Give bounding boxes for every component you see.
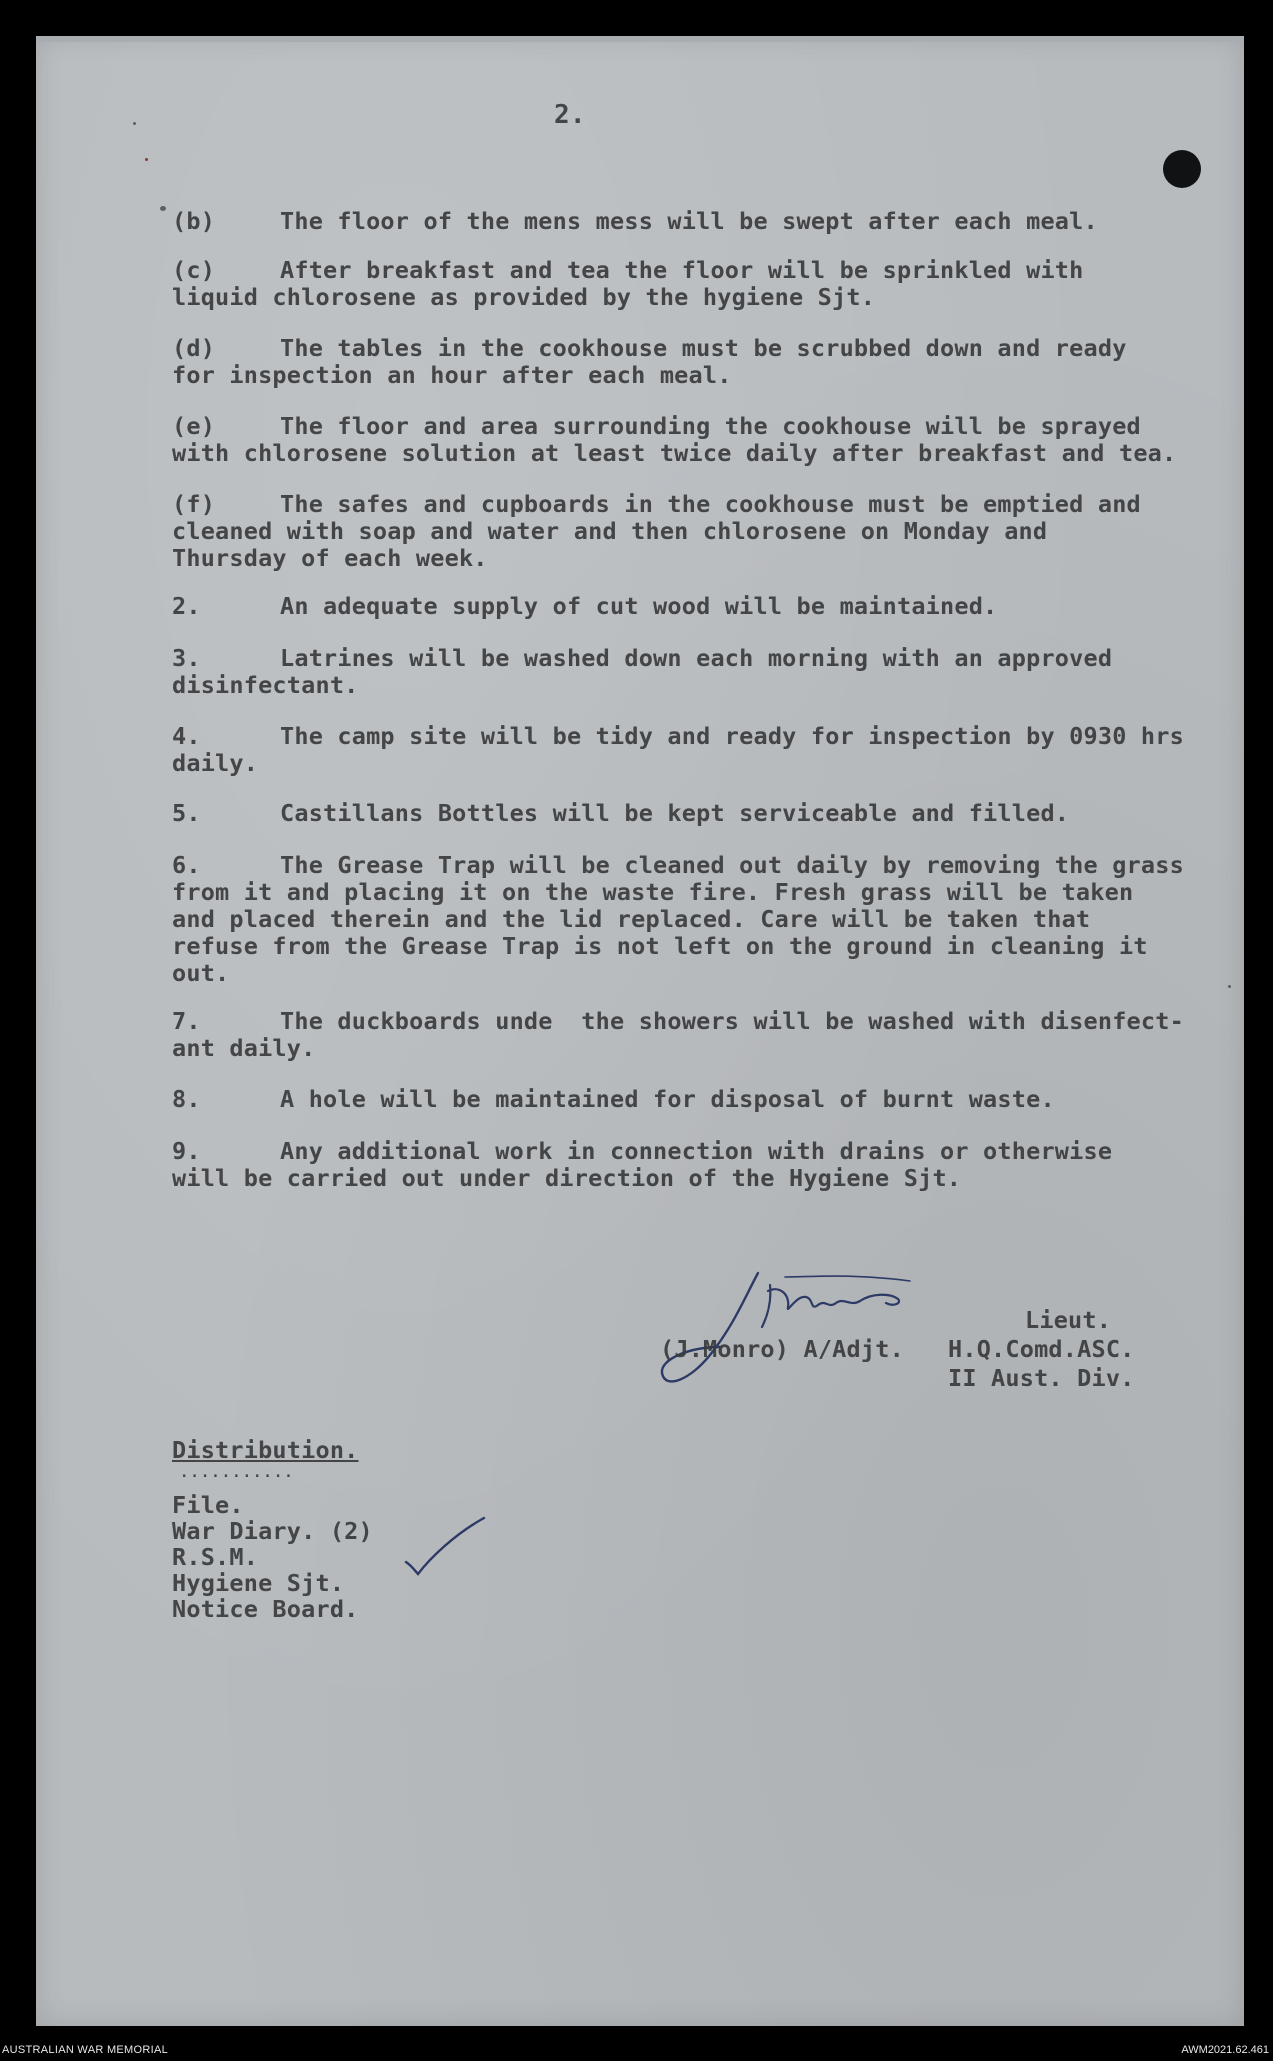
distribution-heading: Distribution.	[172, 1436, 359, 1464]
order-item-text: liquid chlorosene as provided by the hygiene Sjt.	[172, 283, 876, 311]
hole-punch	[1163, 150, 1201, 188]
order-item-label: 2.	[172, 592, 201, 620]
order-item-text: The tables in the cookhouse must be scrubbed down and ready	[280, 334, 1127, 362]
order-item-line	[172, 1086, 1232, 1113]
order-item-text: The duckboards unde the showers will be washed with disenfect-	[280, 1007, 1184, 1035]
order-item-line	[172, 1165, 1232, 1192]
order-item-text: out.	[172, 959, 230, 987]
order-item-label: (b)	[172, 207, 216, 235]
order-item-line	[172, 879, 1232, 906]
order-item-text: ant daily.	[172, 1034, 316, 1062]
distribution-recipient: Hygiene Sjt.	[172, 1569, 345, 1597]
distribution-dots: ...........	[180, 1465, 295, 1481]
order-item-text: daily.	[172, 749, 259, 777]
order-item-text: Any additional work in connection with drains or otherwise	[280, 1137, 1113, 1165]
order-item-line	[172, 413, 1232, 440]
order-item-text: with chlorosene solution at least twice daily after breakfast and tea.	[172, 439, 1177, 467]
signature-unit-line-2: II Aust. Div.	[948, 1364, 1135, 1392]
order-item-label: 7.	[172, 1007, 201, 1035]
order-item-line	[172, 491, 1232, 518]
order-item-text: cleaned with soap and water and then chlorosene on Monday and	[172, 517, 1048, 545]
order-item	[172, 413, 1232, 467]
order-item-label: 6.	[172, 851, 201, 879]
order-item-line	[172, 208, 1232, 235]
order-item	[172, 257, 1232, 311]
order-item-text: for inspection an hour after each meal.	[172, 361, 732, 389]
order-item-line	[172, 257, 1232, 284]
order-item-line	[172, 960, 1232, 987]
handwritten-signature	[650, 1255, 950, 1405]
signature-unit-line-1: H.Q.Comd.ASC.	[948, 1335, 1135, 1363]
order-item-text: from it and placing it on the waste fire. Fresh grass will be taken	[172, 878, 1134, 906]
order-item-line	[172, 1035, 1232, 1062]
distribution-recipient: Notice Board.	[172, 1595, 359, 1623]
order-item	[172, 852, 1232, 987]
order-item-label: (d)	[172, 334, 216, 362]
order-item-text: The camp site will be tidy and ready for inspection by 0930 hrs	[280, 722, 1184, 750]
speck	[160, 206, 166, 211]
distribution-recipient: R.S.M.	[172, 1543, 259, 1571]
order-item-text: An adequate supply of cut wood will be maintained.	[280, 592, 998, 620]
paper-edge	[36, 36, 1244, 42]
speck	[133, 122, 136, 125]
order-item-text: Castillans Bottles will be kept serviceable and filled.	[280, 799, 1070, 827]
order-item-text: A hole will be maintained for disposal of burnt waste.	[280, 1085, 1055, 1113]
order-item-label: (f)	[172, 490, 216, 518]
order-item-line	[172, 723, 1232, 750]
order-item-line	[172, 645, 1232, 672]
order-item-text: Latrines will be washed down each morning with an approved	[280, 644, 1113, 672]
distribution-recipient: File.	[172, 1491, 244, 1519]
order-item-label: 9.	[172, 1137, 201, 1165]
order-item	[172, 645, 1232, 699]
order-item-text: and placed therein and the lid replaced. Care will be taken that	[172, 905, 1091, 933]
order-item-line	[172, 852, 1232, 879]
order-item	[172, 491, 1232, 572]
order-item-label: (e)	[172, 412, 216, 440]
order-item	[172, 723, 1232, 777]
order-item-text: The floor of the mens mess will be swept after each meal.	[280, 207, 1098, 235]
order-item	[172, 335, 1232, 389]
archive-reference: AWM2021.62.461	[1181, 2044, 1269, 2056]
order-item	[172, 593, 1232, 620]
order-item-line	[172, 800, 1232, 827]
order-item-text: The Grease Trap will be cleaned out daily by removing the grass	[280, 851, 1184, 879]
signature-rank: Lieut.	[1025, 1306, 1112, 1334]
order-item-text: The safes and cupboards in the cookhouse must be emptied and	[280, 490, 1141, 518]
order-item-label: 5.	[172, 799, 201, 827]
distribution-recipient: War Diary. (2)	[172, 1517, 373, 1545]
page-number: 2.	[554, 100, 586, 130]
order-item-text: The floor and area surrounding the cookhouse will be sprayed	[280, 412, 1141, 440]
order-item-text: will be carried out under direction of the Hygiene Sjt.	[172, 1164, 962, 1192]
speck	[145, 158, 148, 161]
order-item	[172, 1138, 1232, 1192]
order-item-line	[172, 750, 1232, 777]
order-item-line	[172, 1138, 1232, 1165]
signature-name: (J.Monro) A/Adjt.	[660, 1335, 904, 1363]
order-item-label: 3.	[172, 644, 201, 672]
order-item-label: 8.	[172, 1085, 201, 1113]
order-item-line	[172, 1008, 1232, 1035]
order-item-line	[172, 672, 1232, 699]
order-item	[172, 1008, 1232, 1062]
order-item	[172, 800, 1232, 827]
order-item-line	[172, 362, 1232, 389]
order-item-line	[172, 284, 1232, 311]
order-item	[172, 1086, 1232, 1113]
order-item-line	[172, 593, 1232, 620]
order-item-text: After breakfast and tea the floor will be sprinkled with	[280, 256, 1084, 284]
order-item-line	[172, 906, 1232, 933]
archive-credit: AUSTRALIAN WAR MEMORIAL	[2, 2044, 169, 2056]
order-item-text: disinfectant.	[172, 671, 359, 699]
order-item-line	[172, 933, 1232, 960]
order-item	[172, 208, 1232, 235]
order-item-label: 4.	[172, 722, 201, 750]
order-item-label: (c)	[172, 256, 216, 284]
order-item-text: refuse from the Grease Trap is not left on the ground in cleaning it	[172, 932, 1148, 960]
order-item-line	[172, 545, 1232, 572]
handwritten-checkmark	[400, 1510, 500, 1580]
order-item-line	[172, 440, 1232, 467]
order-item-text: Thursday of each week.	[172, 544, 488, 572]
order-item-line	[172, 518, 1232, 545]
order-item-line	[172, 335, 1232, 362]
